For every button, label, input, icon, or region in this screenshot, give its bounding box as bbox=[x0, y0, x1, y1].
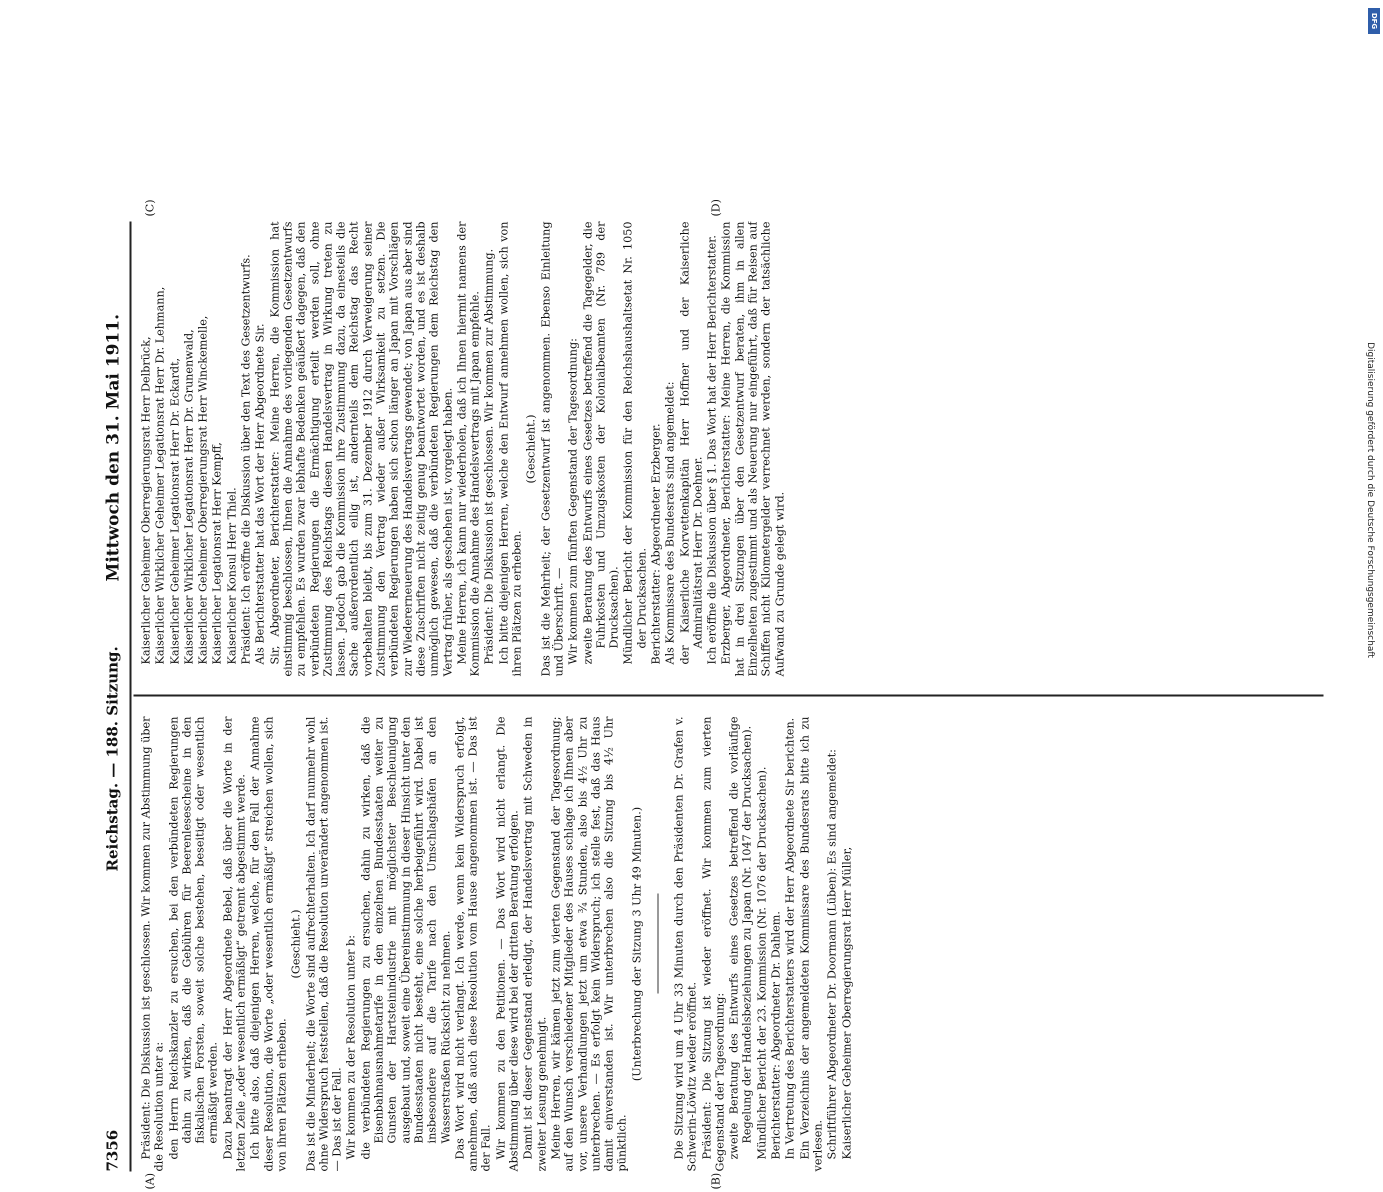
left-column-paragraph: Meine Herren, wir kämen jetzt zum vierten Gegenstand der Tagesordnung; auf den Wunsch verschiedener Mitglieder des Hauses schlage ich Ihnen aber vor, unsere Verhandlungen jetzt um etwa ¾ Stunden, also bis 4½ Uhr zu unterbrechen. — Es erfolgt kein Widerspruch; ich stelle fest, daß das Haus damit einverstanden ist. Wir unterbrechen also die Sitzung bis 4½ Uhr pünktlich. bbox=[549, 716, 629, 1172]
left-column-paragraph: In Vertretung des Berichterstatters wird der Herr Abgeordnete Sir berichten. bbox=[783, 717, 797, 1160]
right-column-paragraph: Kaiserlicher Legationsrat Herr Kempff, bbox=[210, 442, 224, 665]
right-column-paragraph: Erzberger, Abgeordneter, Berichterstatter: Meine Herren, die Kommission hat in drei Sitzungen über den Gesetzentwurf beraten, ihm in allen Einzelheiten zugestimmt und als Neuerung nur eingeführt, daß für Reisen auf Schiffen nicht Kilometergelder verrechnet werden, sondern der tatsächliche Aufwand zu Grunde gelegt wird. bbox=[719, 221, 787, 677]
right-column-paragraph: Kaiserlicher Geheimer Oberregierungsrat Herr Winckemelle, bbox=[196, 315, 210, 665]
left-column-paragraph: Damit ist dieser Gegenstand erledigt, der Handelsvertrag mit Schweden in zweiter Lesung genehmigt. bbox=[521, 716, 549, 1172]
right-column-paragraph: Als Berichterstatter hat das Wort der Herr Abgeordnete Sir. bbox=[253, 323, 267, 665]
right-column-paragraph: Meine Herren, ich kann nur wiederholen, daß ich Ihnen hiermit namens der Kommission die Annahme des Handelsvertrags mit Japan empfehle. bbox=[455, 221, 482, 677]
left-column-paragraph: den Herrn Reichskanzler zu ersuchen, bei den verbündeten Regierungen dahin zu wirken, daß die Gebühren für Beerenlesescheine in den fiskalischen Forsten, soweit solche bestehen, beseitigt oder wesentlich ermäßigt werden. bbox=[167, 716, 220, 1160]
marker-a: (A) bbox=[143, 1172, 157, 1190]
left-column-paragraph: Wir kommen zu den Petitionen. — Das Wort wird nicht erlangt. Die Abstimmung über diese wird bei der dritten Beratung erfolgen. bbox=[494, 716, 521, 1172]
right-column-paragraph: Kaiserlicher Geheimer Oberregierungsrat Herr Delbrück, bbox=[139, 336, 153, 665]
left-column-paragraph: zweite Beratung des Entwurfs eines Gesetzes betreffend die vorläufige Regelung der Handelsbeziehungen zu Japan (Nr. 1047 der Drucksachen). bbox=[727, 716, 754, 1160]
right-column-paragraph: Kaiserlicher Wirklicher Legationsrat Herr Dr. Grunenwald, bbox=[182, 329, 196, 665]
right-column-paragraph: Ich bitte diejenigen Herren, welche den Entwurf annehmen wollen, sich von ihren Plätzen zu erheben. bbox=[497, 221, 524, 677]
right-column-paragraph: Das ist die Mehrheit; der Gesetzentwurf ist angenommen. Ebenso Einleitung und Überschrift. — bbox=[539, 221, 566, 677]
session-title: Reichstag. — 188. Sitzung. bbox=[103, 646, 122, 872]
right-column-paragraph: Ich eröffne die Diskussion über § 1. Das Wort hat der Herr Berichterstatter. bbox=[705, 235, 719, 665]
left-column-paragraph: Ich bitte also, daß diejenigen Herren, welche, für den Fall der Annahme dieser Resolution, die Worte „oder wesentlich ermäßigt“ streichen wollen, sich von ihren Plätzen erheben. bbox=[248, 716, 289, 1172]
left-column-paragraph: (Unterbrechung der Sitzung 3 Uhr 49 Minuten.) bbox=[630, 806, 644, 1082]
left-column-paragraph: Ein Verzeichnis der angemeldeten Kommissare des Bundesrats bitte ich zu verlesen. bbox=[798, 716, 825, 1172]
dfg-logo-text: DFG bbox=[1370, 12, 1378, 30]
right-column-paragraph: Präsident: Ich eröffne die Diskussion über den Text des Gesetzentwurfs. bbox=[239, 254, 253, 665]
marker-d: (D) bbox=[709, 199, 723, 217]
column-separator bbox=[134, 695, 1324, 697]
dfg-logo bbox=[1368, 8, 1380, 34]
digitization-note bbox=[1363, 10, 1377, 990]
page-content bbox=[100, 199, 1340, 1190]
left-column-paragraph: Präsident: Die Diskussion ist geschlossen. Wir kommen zur Abstimmung über die Resolution unter a: bbox=[139, 716, 166, 1172]
left-column-paragraph: Schriftführer Abgeordneter Dr. Doormann (Lüben): Es sind angemeldet: bbox=[825, 749, 839, 1160]
left-column bbox=[140, 717, 1320, 1172]
right-column-paragraph: Als Kommissare des Bundesrats sind angemeldet: bbox=[663, 381, 677, 665]
right-column bbox=[140, 222, 1320, 677]
right-column-paragraph: Kaiserlicher Geheimer Legationsrat Herr Dr. Eckardt, bbox=[168, 357, 182, 665]
marker-c: (C) bbox=[143, 199, 157, 217]
marker-b: (B) bbox=[709, 1172, 723, 1190]
right-column-paragraph: Sir, Abgeordneter, Berichterstatter: Meine Herren, die Kommission hat einstimmig beschlossen, Ihnen die Annahme des vorliegenden Gesetzentwurfs zu empfehlen. Es wurden zwar lebhafte Bedenken geäußert dagegen, daß den verbündeten Regierungen die Ermächtigung erteilt werden soll, ohne Zustimmung des Reichstags diesen Handelsvertrag in Wirkung treten zu lassen. Jedoch gab die Kommission ihre Zustimmung dazu, da einesteils die Sache außerordentlich eilig ist, andernteils dem Reichstag das Recht vorbehalten bleibt, bis zum 31. Dezember 1912 durch Verweigerung seiner Zustimmung den Vertrag wieder außer Wirksamkeit zu setzen. Die verbündeten Regierungen haben sich schon länger an Japan mit Vorschlägen zur Wiedererneuerung des Handelsvertrags gewendet; von Japan aus aber sind diese Zuschriften nicht zeitig genug beantwortet worden, und es ist deshalb unmöglich gewesen, daß die verbündeten Regierungen dem Reichstag den Vertrag früher, als geschehen ist, vorgelegt haben. bbox=[268, 221, 455, 677]
section-divider bbox=[657, 894, 658, 994]
left-column-paragraph: Mündlicher Bericht der 23. Kommission (Nr. 1076 der Drucksachen). bbox=[755, 766, 769, 1160]
left-column-paragraph: Das Wort wird nicht verlangt. Ich werde, wenn kein Widerspruch erfolgt, annehmen, daß auch diese Resolution vom Hause angenommen ist. — Das ist der Fall. bbox=[453, 716, 493, 1172]
right-column-paragraph: (Geschieht.) bbox=[524, 414, 538, 484]
right-column-paragraph: Wir kommen zum fünften Gegenstand der Tagesordnung: bbox=[566, 338, 580, 665]
left-column-paragraph: Wir kommen zu der Resolution unter b: bbox=[344, 935, 358, 1160]
left-column-paragraph: Dazu beantragt der Herr Abgeordnete Bebel, daß über die Worte in der letzten Zeile „oder wesentlich ermäßigt“ getrennt abgestimmt werde. bbox=[221, 716, 248, 1172]
right-column-paragraph: der Kaiserliche Korvettenkapitän Herr Hoffner und der Kaiserliche Admiralitätsrat Herr Dr. Doehner. bbox=[678, 221, 705, 665]
digitization-note-text: Digitalisierung gefördert durch die Deutsche Forschungsgemeinschaft bbox=[1365, 342, 1375, 658]
left-column-paragraph: Präsident: Die Sitzung ist wieder eröffnet. Wir kommen zum vierten Gegenstand der Tagesordnung: bbox=[700, 716, 727, 1172]
left-column-paragraph: Die Sitzung wird um 4 Uhr 33 Minuten durch den Präsidenten Dr. Grafen v. Schwerin-Löwitz wieder eröffnet. bbox=[672, 716, 699, 1172]
right-column-paragraph: Berichterstatter: Abgeordneter Erzberger. bbox=[649, 423, 663, 665]
right-column-paragraph: zweite Beratung des Entwurfs eines Gesetzes betreffend die Tagegelder, die Fuhrkosten und Umzugskosten der Kolonialbeamten (Nr. 789 der Drucksachen). bbox=[581, 221, 621, 665]
session-date: Mittwoch den 31. Mai 1911. bbox=[103, 313, 124, 582]
right-column-paragraph: Mündlicher Bericht der Kommission für den Reichshaushaltsetat Nr. 1050 der Drucksachen. bbox=[621, 221, 649, 665]
right-column-paragraph: Präsident: Die Diskussion ist geschlossen. Wir kommen zur Abstimmung. bbox=[482, 248, 496, 665]
left-column-paragraph: die verbündeten Regierungen zu ersuchen, dahin zu wirken, daß die Eisenbahnausnahmetarife in den einzelnen Bundesstaaten weiter zu Gunsten der Hartsteinindustrie mit möglichster Beschleunigung ausgebaut und, soweit eine Übereinstimmung in dieser Hinsicht unter den Bundesstaaten nicht besteht, eine solche herbeigeführt wird. Dabei ist insbesondere auf die Tarife nach den Umschlagshäfen an den Wasserstraßen Rücksicht zu nehmen. bbox=[359, 716, 453, 1160]
rotated-page bbox=[0, 192, 1383, 1192]
left-column-paragraph: Berichterstatter: Abgeordneter Dr. Dahlem. bbox=[769, 911, 783, 1160]
left-column-paragraph: Kaiserlicher Geheimer Oberregierungsrat Herr Müller, bbox=[840, 846, 854, 1160]
page-number: 7356 bbox=[103, 1129, 122, 1172]
header-rule bbox=[130, 222, 132, 1172]
left-column-paragraph: Das ist die Minderheit; die Worte sind aufrechterhalten. Ich darf nunmehr wohl ohne Widerspruch feststellen, daß die Resolution unverändert angenommen ist. — Das ist der Fall. bbox=[304, 716, 344, 1172]
right-column-paragraph: Kaiserlicher Wirklicher Geheimer Legationsrat Herr Dr. Lehmann, bbox=[153, 286, 167, 665]
right-column-paragraph: Kaiserlicher Konsul Herr Thiel. bbox=[225, 487, 239, 665]
page-header bbox=[100, 222, 130, 1172]
left-column-paragraph: (Geschieht.) bbox=[289, 909, 303, 979]
